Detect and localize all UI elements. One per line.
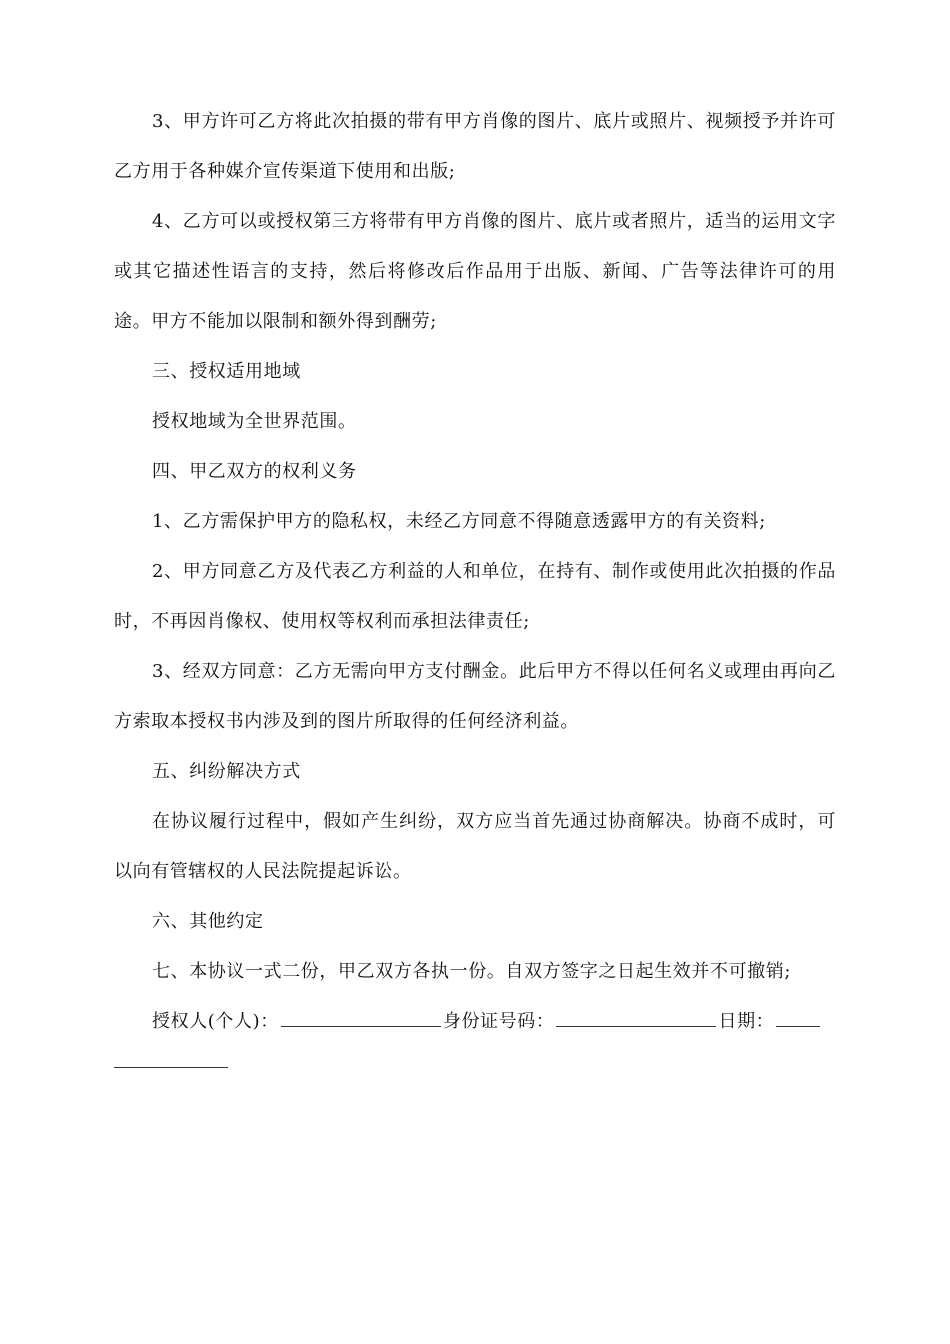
paragraph-rights-1: 1、乙方需保护甲方的隐私权，未经乙方同意不得随意透露甲方的有关资料;	[152, 511, 766, 532]
heading-section-3: 三、授权适用地域	[152, 361, 301, 382]
id-number-blank	[556, 1014, 716, 1027]
heading-section-5: 五、纠纷解决方式	[152, 761, 301, 782]
date-label: 日期：	[718, 1011, 775, 1032]
date-blank-continued	[114, 1067, 228, 1068]
heading-section-4: 四、甲乙双方的权利义务	[152, 461, 357, 482]
paragraph-clause-3-license: 3、甲方许可乙方将此次拍摄的带有甲方肖像的图片、底片或照片、视频授予并许可乙方用于各种媒介宣传渠道下使用和出版;	[114, 111, 836, 182]
signature-line	[114, 997, 836, 1047]
paragraph-rights-3: 3、经双方同意：乙方无需向甲方支付酬金。此后甲方不得以任何名义或理由再向乙方索取本授权书内涉及到的图片所取得的任何经济利益。	[114, 661, 836, 732]
paragraph-dispute-resolution: 在协议履行过程中，假如产生纠纷，双方应当首先通过协商解决。协商不成时，可以向有管辖权的人民法院提起诉讼。	[114, 811, 836, 882]
document-body	[114, 97, 836, 1047]
id-number-label: 身份证号码：	[442, 1011, 555, 1032]
heading-section-6: 六、其他约定	[152, 911, 264, 932]
authorizer-blank	[281, 1014, 441, 1027]
authorizer-label: 授权人(个人)：	[152, 1011, 279, 1032]
date-blank	[776, 1014, 820, 1027]
paragraph-section-7: 七、本协议一式二份，甲乙双方各执一份。自双方签字之日起生效并不可撤销;	[152, 961, 792, 982]
paragraph-rights-2: 2、甲方同意乙方及代表乙方利益的人和单位，在持有、制作或使用此次拍摄的作品时，不再因肖像权、使用权等权利而承担法律责任;	[114, 561, 836, 632]
paragraph-clause-4-third-party: 4、乙方可以或授权第三方将带有甲方肖像的图片、底片或者照片，适当的运用文字或其它描述性语言的支持，然后将修改后作品用于出版、新闻、广告等法律许可的用途。甲方不能加以限制和额外得到酬劳;	[114, 211, 836, 332]
paragraph-territory: 授权地域为全世界范围。	[152, 411, 357, 432]
